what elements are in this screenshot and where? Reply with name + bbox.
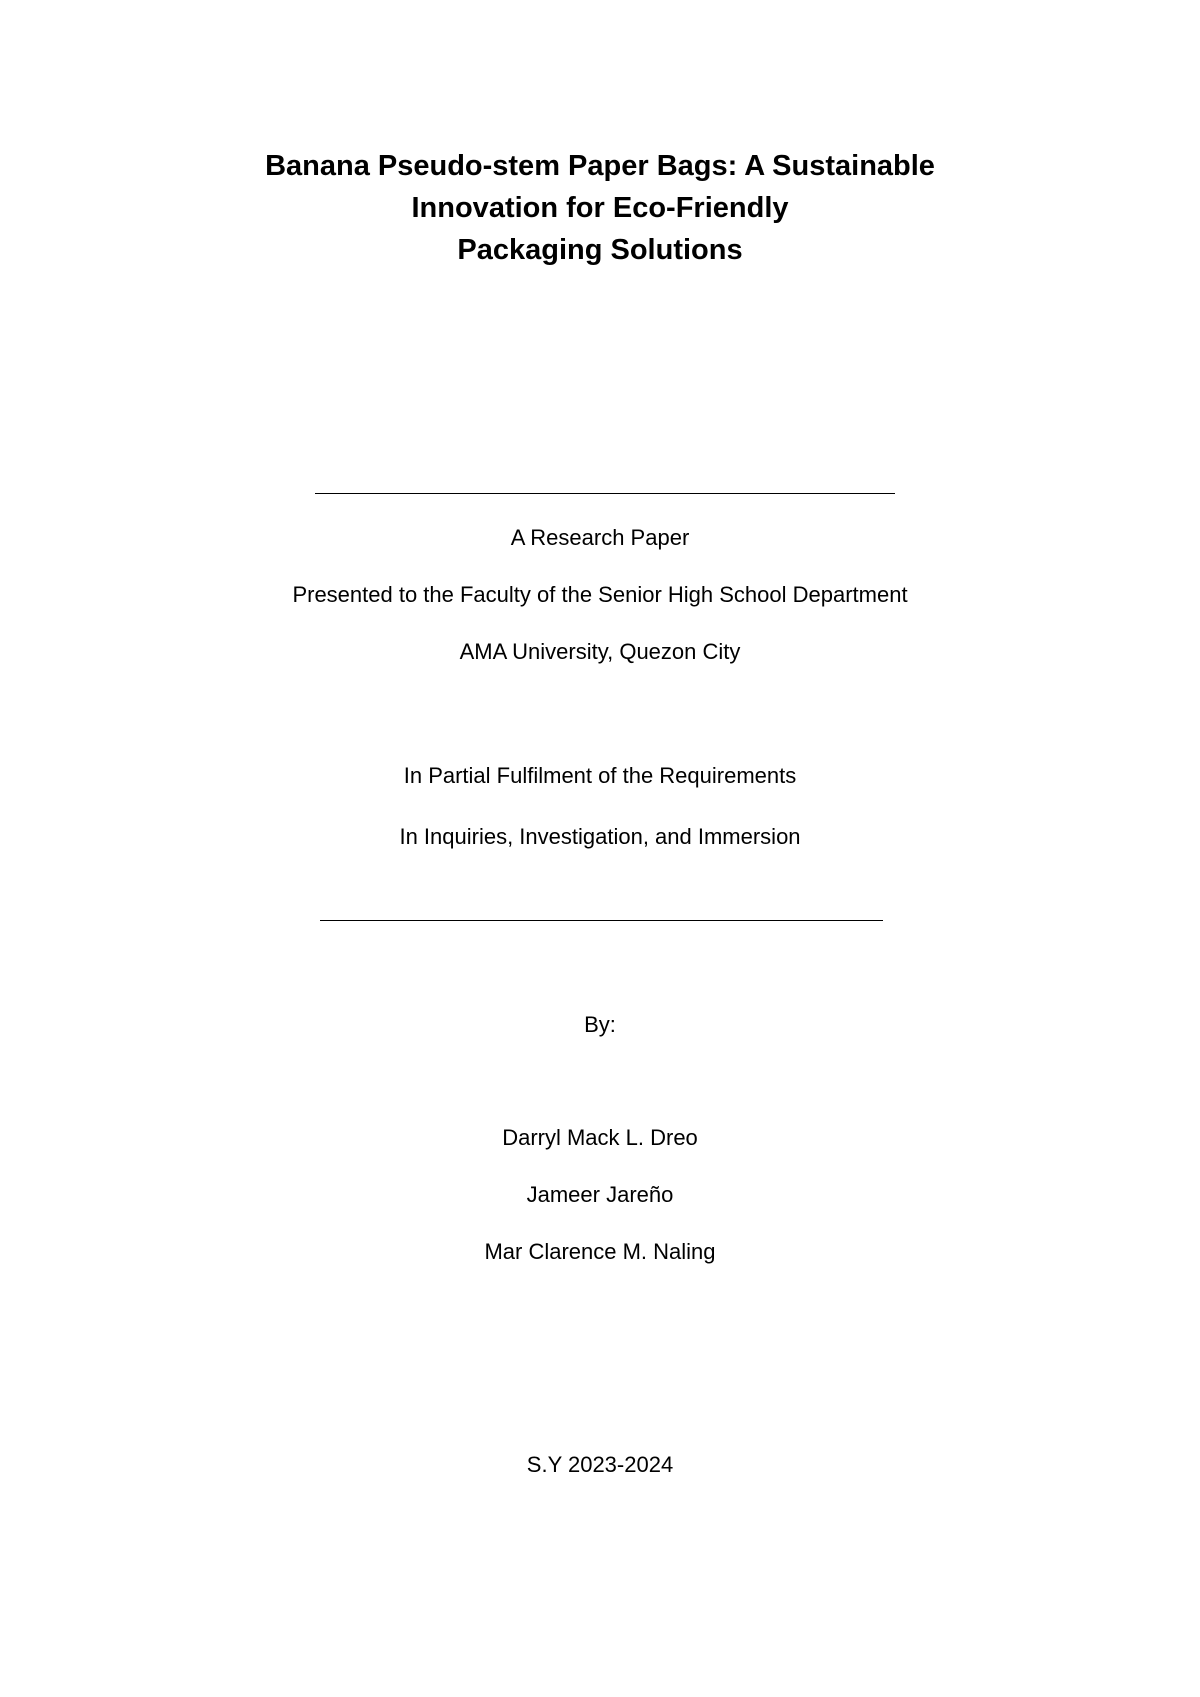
bottom-divider — [320, 920, 883, 921]
top-divider — [315, 493, 895, 494]
author-name: Mar Clarence M. Naling — [484, 1239, 716, 1264]
paper-title — [0, 145, 1200, 271]
institution: AMA University, Quezon City — [459, 639, 741, 664]
presented-to: Presented to the Faculty of the Senior High School Department — [292, 582, 908, 607]
title-line: Packaging Solutions — [457, 234, 743, 266]
author-name: Jameer Jareño — [526, 1182, 674, 1207]
paper-type: A Research Paper — [510, 525, 690, 550]
school-year: S.Y 2023-2024 — [526, 1452, 674, 1477]
title-line: Innovation for Eco-Friendly — [411, 192, 789, 224]
requirement-line: In Partial Fulfilment of the Requirements — [403, 763, 797, 788]
author-name: Darryl Mack L. Dreo — [502, 1125, 698, 1150]
title-line: Banana Pseudo-stem Paper Bags: A Sustainable — [265, 150, 935, 182]
by-label: By: — [584, 1012, 616, 1037]
requirement-line: In Inquiries, Investigation, and Immersion — [399, 824, 801, 849]
